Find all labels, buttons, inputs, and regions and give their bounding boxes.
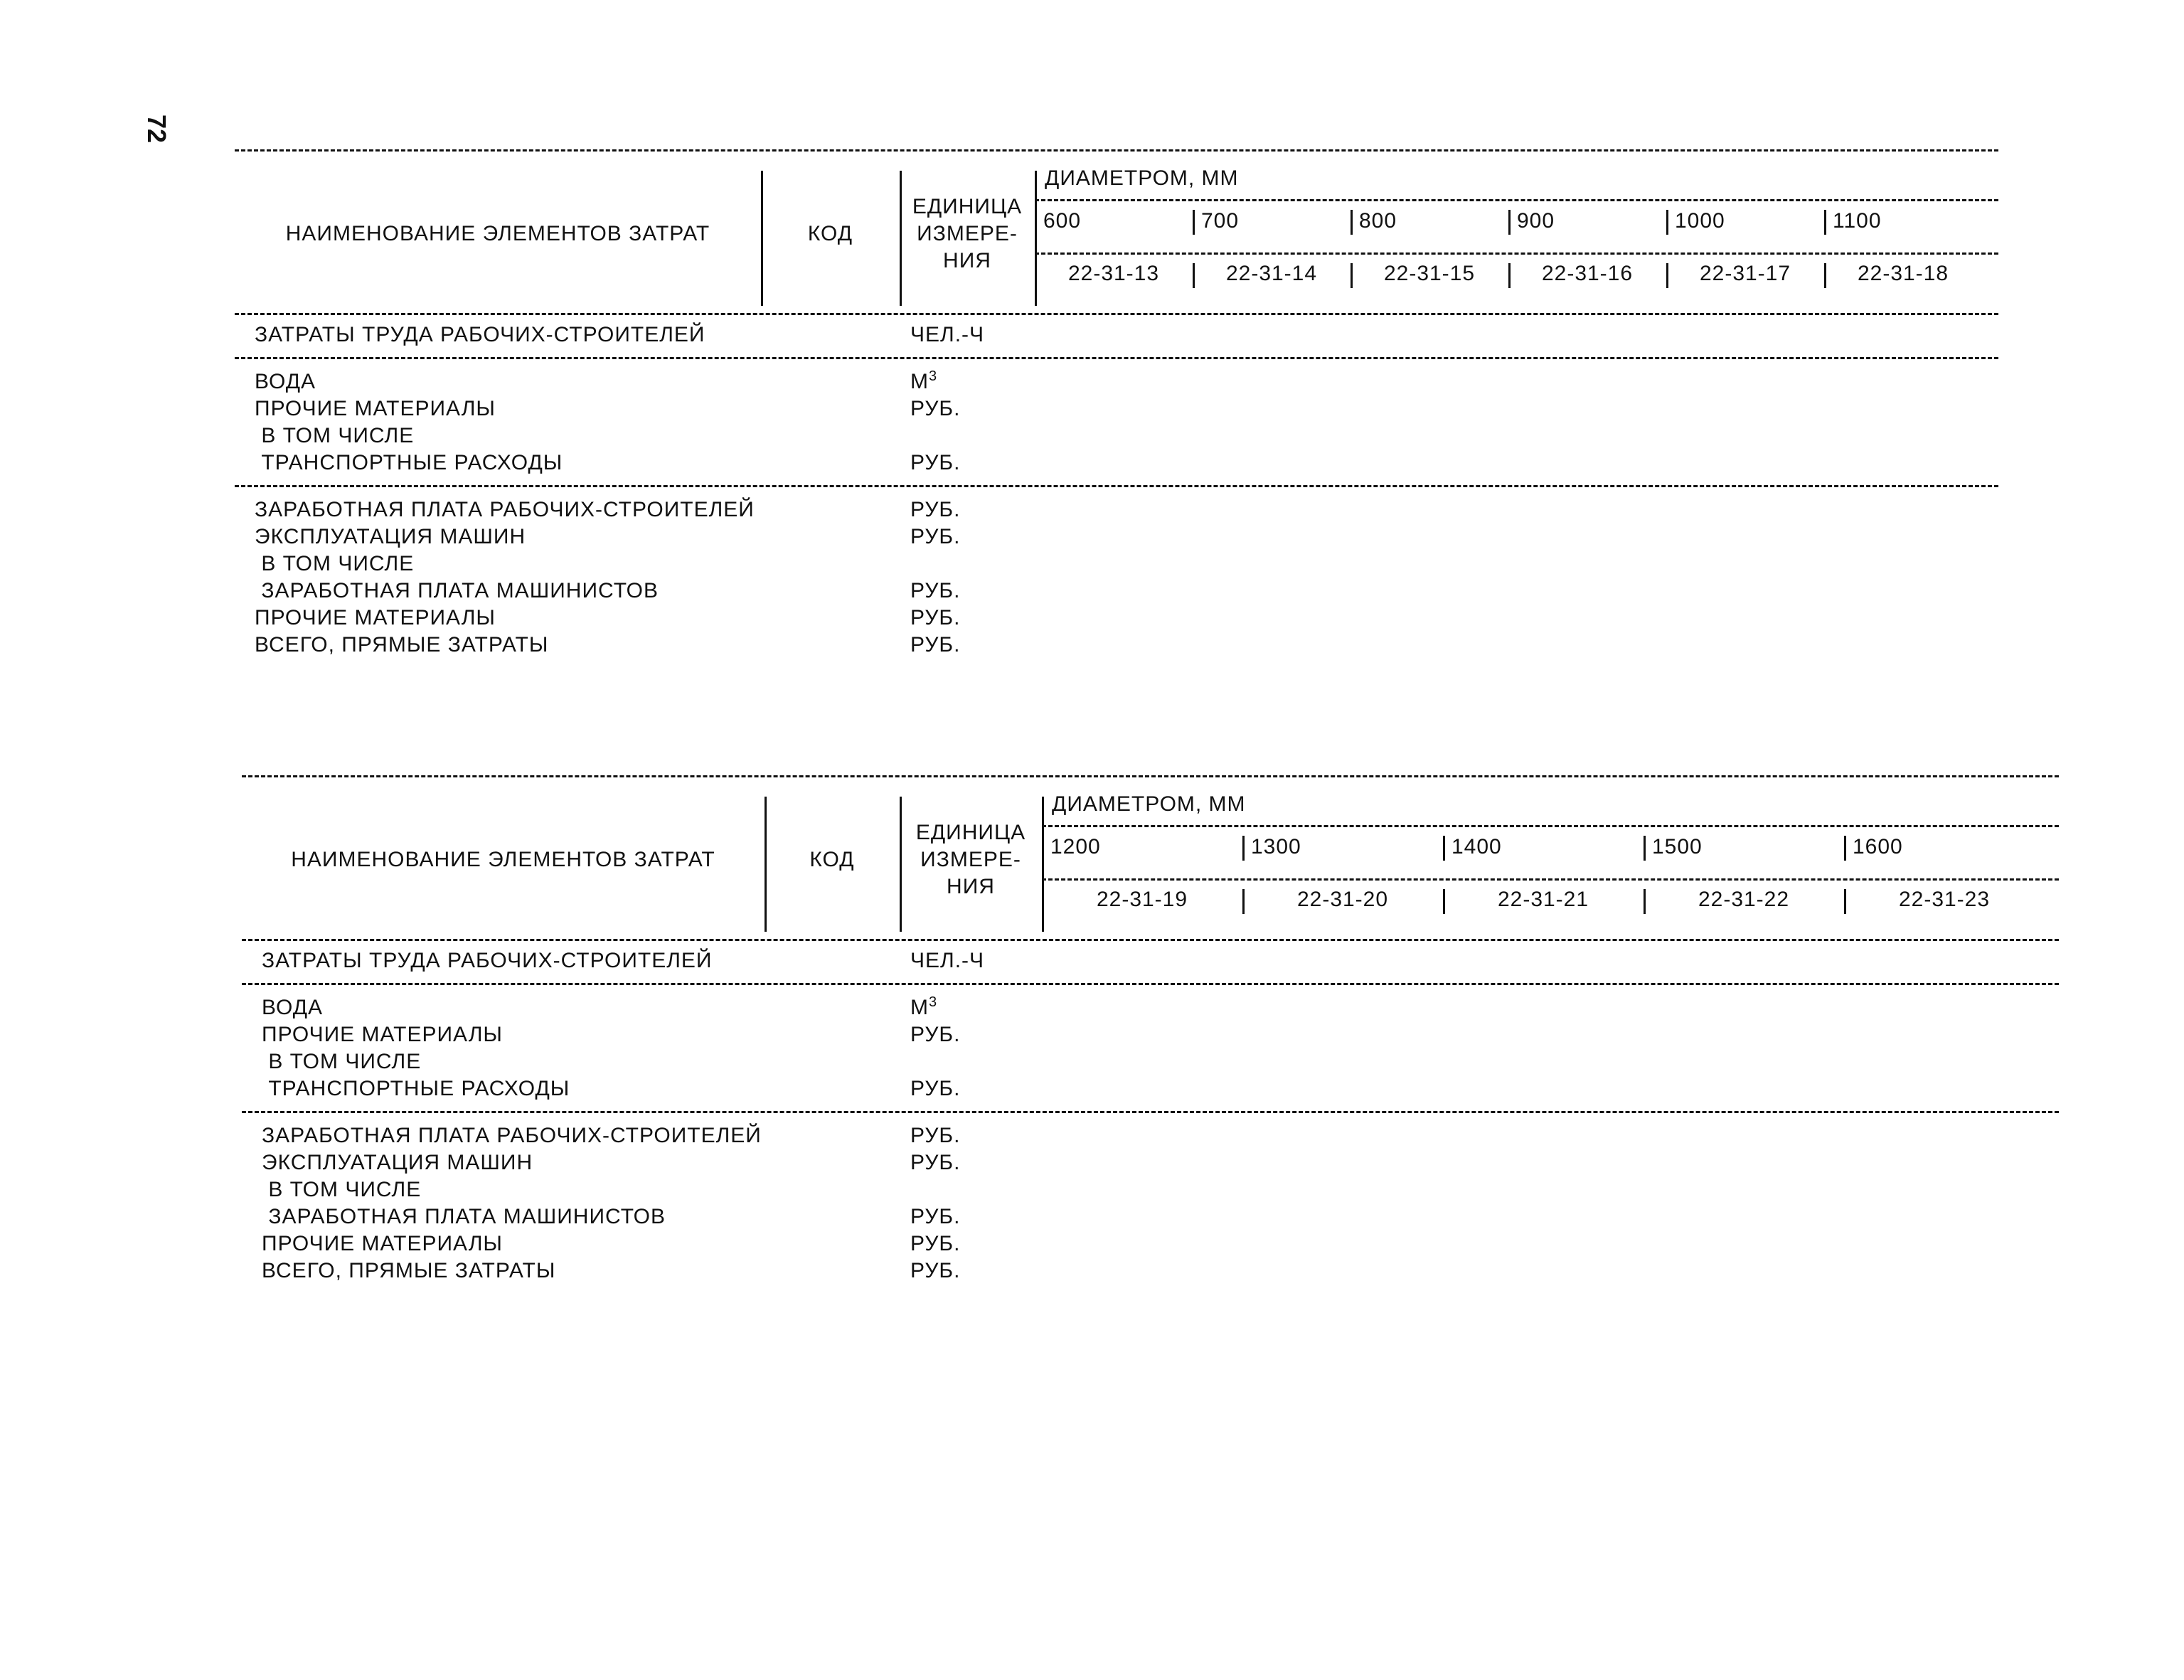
section-rule — [242, 983, 2059, 985]
diameter-value: 900 — [1517, 209, 1555, 233]
diameter-value: 1300 — [1251, 835, 1301, 858]
diameter-value: 1600 — [1853, 835, 1903, 858]
summary-unit: РУБ. — [910, 1151, 961, 1174]
material-unit — [910, 395, 960, 422]
column-header-code: КОД — [807, 222, 853, 245]
price-code: 22-31-22 — [1698, 888, 1790, 911]
column-header-unit: ИЗМЕРЕ- — [920, 848, 1021, 871]
summary-unit: РУБ. — [910, 525, 961, 548]
price-code: 22-31-17 — [1699, 262, 1791, 285]
diameter-value: 1200 — [1050, 835, 1101, 858]
unit-text: М — [910, 370, 929, 393]
summary-name: ЗАРАБОТНАЯ ПЛАТА РАБОЧИХ-СТРОИТЕЛЕЙ — [255, 498, 755, 521]
price-code: 22-31-19 — [1096, 888, 1188, 911]
labor-row-name: ЗАТРАТЫ ТРУДА РАБОЧИХ-СТРОИТЕЛЕЙ — [262, 949, 713, 972]
labor-row-name: ЗАТРАТЫ ТРУДА РАБОЧИХ-СТРОИТЕЛЕЙ — [255, 323, 705, 346]
diameter-divider — [1242, 836, 1245, 861]
summary-unit: РУБ. — [910, 1232, 961, 1255]
price-code: 22-31-23 — [1898, 888, 1991, 911]
price-code: 22-31-21 — [1497, 888, 1589, 911]
material-name: ВОДА — [255, 370, 316, 393]
price-code: 22-31-20 — [1296, 888, 1389, 911]
summary-name: ЗАРАБОТНАЯ ПЛАТА МАШИНИСТОВ — [262, 1205, 666, 1228]
header-bottom-rule — [235, 313, 1998, 315]
material-name: ТРАНСПОРТНЫЕ РАСХОДЫ — [255, 451, 563, 474]
summary-unit: РУБ. — [910, 633, 961, 656]
summary-unit: РУБ. — [910, 1205, 961, 1228]
material-unit — [910, 994, 937, 1021]
unit-text: РУБ. — [910, 451, 961, 474]
summary-name: ПРОЧИЕ МАТЕРИАЛЫ — [255, 606, 496, 629]
diameter-value: 1400 — [1451, 835, 1502, 858]
column-header-unit: НИЯ — [947, 875, 995, 898]
material-name: ПРОЧИЕ МАТЕРИАЛЫ — [255, 397, 496, 420]
column-header-name: НАИМЕНОВАНИЕ ЭЛЕМЕНТОВ ЗАТРАТ — [285, 222, 710, 245]
column-header-unit: НИЯ — [943, 249, 991, 272]
summary-name: ЗАРАБОТНАЯ ПЛАТА РАБОЧИХ-СТРОИТЕЛЕЙ — [262, 1124, 762, 1147]
header-rule — [1042, 878, 2059, 881]
diameter-value: 1000 — [1675, 209, 1725, 233]
unit-superscript: 3 — [929, 368, 938, 384]
labor-row-unit: ЧЕЛ.-Ч — [910, 949, 985, 972]
unit-text: РУБ. — [910, 397, 961, 420]
diameter-divider — [1644, 836, 1646, 861]
unit-superscript: 3 — [929, 994, 938, 1010]
summary-name: В ТОМ ЧИСЛЕ — [255, 552, 415, 575]
table-top-rule — [235, 149, 1998, 151]
summary-unit: РУБ. — [910, 1124, 961, 1147]
diameter-divider — [1666, 210, 1668, 235]
price-code: 22-31-15 — [1383, 262, 1476, 285]
diameter-value: 600 — [1043, 209, 1082, 233]
summary-unit: РУБ. — [910, 579, 961, 602]
diameter-group-header: ДИАМЕТРОМ, ММ — [1045, 166, 1239, 190]
summary-unit: РУБ. — [910, 498, 961, 521]
header-bottom-rule — [242, 939, 2059, 941]
material-name: ТРАНСПОРТНЫЕ РАСХОДЫ — [262, 1077, 570, 1100]
summary-unit: РУБ. — [910, 1259, 961, 1282]
diameter-value: 1500 — [1652, 835, 1703, 858]
table-top-rule — [242, 775, 2059, 777]
diameter-divider — [1508, 210, 1511, 235]
diameter-divider — [1443, 836, 1445, 861]
column-header-unit: ЕДИНИЦА — [912, 195, 1023, 218]
material-unit — [910, 1021, 960, 1048]
unit-text: РУБ. — [910, 1077, 961, 1100]
section-rule — [242, 1111, 2059, 1113]
labor-row-unit: ЧЕЛ.-Ч — [910, 323, 985, 346]
diameter-value: 1100 — [1833, 209, 1882, 233]
diameter-divider — [1193, 210, 1195, 235]
header-rule — [1035, 252, 1998, 255]
header-rule — [1042, 825, 2059, 827]
summary-unit: РУБ. — [910, 606, 961, 629]
material-unit — [910, 1075, 960, 1102]
material-name: В ТОМ ЧИСЛЕ — [255, 424, 415, 447]
column-header-name: НАИМЕНОВАНИЕ ЭЛЕМЕНТОВ ЗАТРАТ — [291, 848, 715, 871]
material-unit — [910, 368, 937, 395]
material-name: ВОДА — [262, 996, 324, 1019]
material-name: ПРОЧИЕ МАТЕРИАЛЫ — [262, 1023, 503, 1046]
price-code: 22-31-13 — [1067, 262, 1160, 285]
material-unit — [910, 450, 960, 477]
diameter-group-header: ДИАМЕТРОМ, ММ — [1052, 792, 1246, 816]
column-header-unit: ИЗМЕРЕ- — [917, 222, 1018, 245]
diameter-divider — [1844, 836, 1846, 861]
summary-name: ЭКСПЛУАТАЦИЯ МАШИН — [262, 1151, 533, 1174]
summary-name: ВСЕГО, ПРЯМЫЕ ЗАТРАТЫ — [262, 1259, 556, 1282]
diameter-divider — [1351, 210, 1353, 235]
diameter-value: 700 — [1201, 209, 1240, 233]
column-header-code: КОД — [809, 848, 855, 871]
summary-name: ЭКСПЛУАТАЦИЯ МАШИН — [255, 525, 526, 548]
unit-text: РУБ. — [910, 1023, 961, 1046]
column-header-unit: ЕДИНИЦА — [915, 821, 1026, 844]
page-number: 72 — [142, 114, 172, 144]
unit-text: М — [910, 996, 929, 1019]
price-code: 22-31-14 — [1225, 262, 1318, 285]
price-code: 22-31-16 — [1541, 262, 1634, 285]
summary-name: ВСЕГО, ПРЯМЫЕ ЗАТРАТЫ — [255, 633, 549, 656]
summary-name: ПРОЧИЕ МАТЕРИАЛЫ — [262, 1232, 503, 1255]
summary-name: ЗАРАБОТНАЯ ПЛАТА МАШИНИСТОВ — [255, 579, 659, 602]
section-rule — [235, 485, 1998, 487]
material-name: В ТОМ ЧИСЛЕ — [262, 1050, 422, 1073]
section-rule — [235, 357, 1998, 359]
header-rule — [1035, 199, 1998, 201]
price-code: 22-31-18 — [1857, 262, 1949, 285]
diameter-divider — [1824, 210, 1826, 235]
diameter-value: 800 — [1359, 209, 1397, 233]
summary-name: В ТОМ ЧИСЛЕ — [262, 1178, 422, 1201]
